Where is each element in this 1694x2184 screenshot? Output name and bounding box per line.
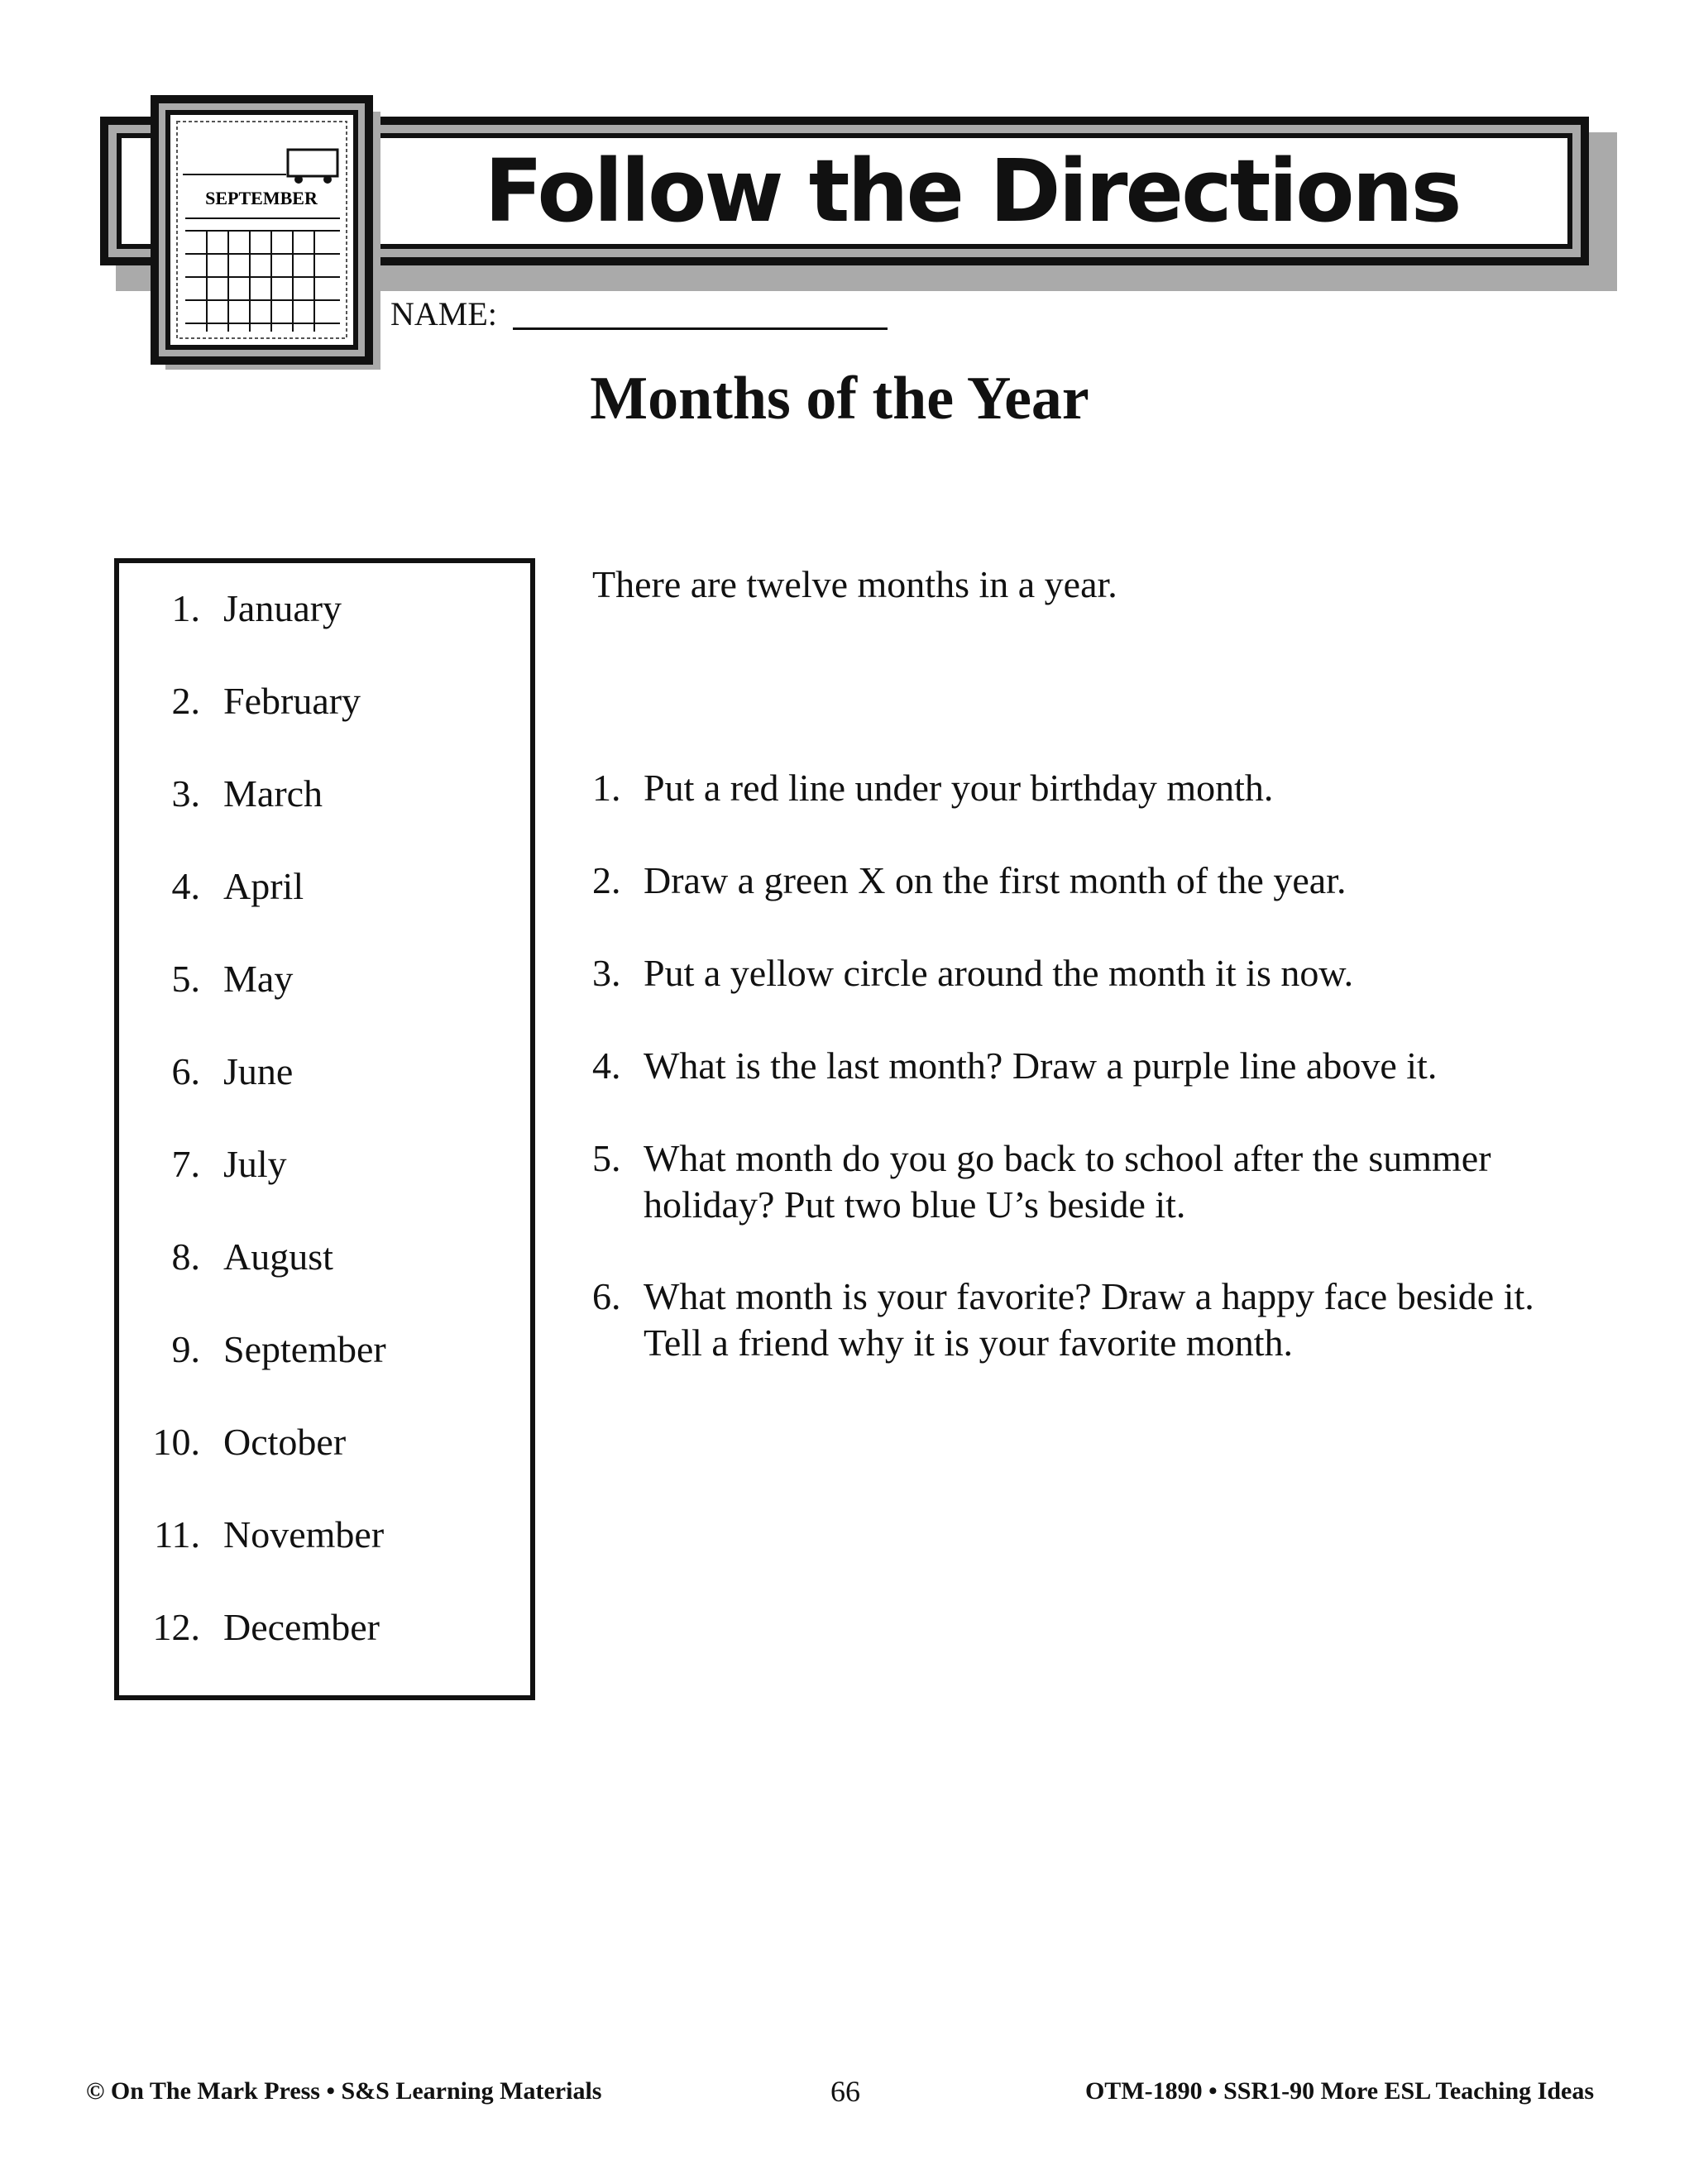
list-item [119, 1417, 516, 1467]
month-name: February [223, 680, 361, 722]
item-number: 10. [152, 1421, 200, 1463]
item-number: 5. [592, 1137, 621, 1179]
item-number: 9. [171, 1328, 200, 1370]
section-title: Months of the Year [590, 365, 1089, 432]
instruction-item [592, 1274, 1568, 1366]
list-item [119, 1232, 516, 1282]
item-number: 2. [592, 859, 621, 901]
item-number: 6. [171, 1050, 200, 1092]
list-item [119, 676, 516, 726]
item-number: 1. [171, 587, 200, 629]
instruction-item [592, 858, 1626, 904]
month-name: November [223, 1513, 385, 1556]
name-label: NAME: [390, 295, 497, 332]
item-number: 11. [154, 1513, 200, 1556]
footer-product-code: OTM-1890 • SSR1-90 More ESL Teaching Ideas [1084, 2077, 1594, 2105]
instruction-text: What month do you go back to school after the summer holiday? Put two blue U’s beside it. [644, 1137, 1491, 1226]
item-number: 5. [171, 958, 200, 1000]
item-number: 2. [171, 680, 200, 722]
footer-copyright: © On The Mark Press • S&S Learning Materials [86, 2077, 602, 2105]
calendar-month-label: SEPTEMBER [205, 188, 318, 208]
months-list [114, 558, 535, 1700]
list-item [119, 1140, 516, 1189]
month-name: September [223, 1328, 386, 1370]
instruction-item [592, 765, 1626, 811]
instruction-item [592, 1135, 1519, 1228]
month-name: June [223, 1050, 294, 1092]
item-number: 6. [592, 1275, 621, 1317]
item-number: 12. [152, 1606, 200, 1648]
item-number: 3. [592, 952, 621, 994]
instruction-text: Draw a green X on the first month of the year. [644, 859, 1347, 901]
item-number: 7. [171, 1143, 200, 1185]
item-number: 4. [171, 865, 200, 907]
name-field[interactable] [513, 327, 888, 330]
list-item [119, 954, 516, 1004]
list-item [119, 862, 516, 911]
instruction-text: What is the last month? Draw a purple line above it. [644, 1044, 1438, 1087]
month-name: July [223, 1143, 287, 1185]
list-item [119, 584, 516, 633]
instruction-text: Put a red line under your birthday month. [644, 767, 1274, 809]
calendar-icon [170, 115, 353, 345]
item-number: 4. [592, 1044, 621, 1087]
month-name: April [223, 865, 304, 907]
instruction-text: Put a yellow circle around the month it is now. [644, 952, 1354, 994]
month-name: December [223, 1606, 380, 1648]
instruction-text: What month is your favorite? Draw a happy face beside it. Tell a friend why it is your favorite month. [644, 1275, 1534, 1364]
list-item [119, 1047, 516, 1097]
month-name: October [223, 1421, 347, 1463]
item-number: 8. [171, 1235, 200, 1278]
instruction-item [592, 950, 1626, 996]
item-number: 1. [592, 767, 621, 809]
item-number: 3. [171, 772, 200, 815]
month-name: August [223, 1235, 333, 1278]
list-item [119, 1510, 516, 1560]
page-number: 66 [830, 2075, 860, 2108]
list-item [119, 1325, 516, 1374]
intro-text: There are twelve months in a year. [592, 563, 1117, 605]
instruction-item [592, 1043, 1626, 1089]
list-item [119, 1603, 516, 1652]
list-item [119, 769, 516, 819]
page-title: Follow the Directions [484, 141, 1460, 241]
month-name: March [223, 772, 323, 815]
month-name: May [223, 958, 294, 1000]
month-name: January [223, 587, 342, 629]
